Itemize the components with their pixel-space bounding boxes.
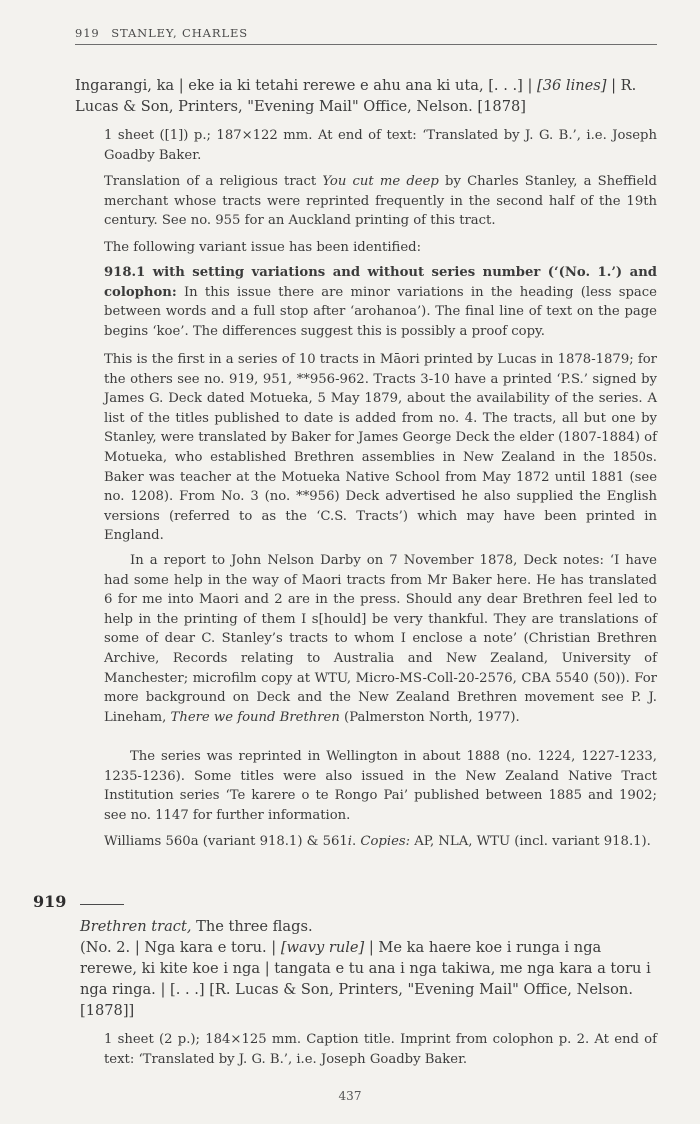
entry-918-series-paragraph: This is the first in a series of 10 tracts in Māori printed by Lucas in 1878-1879; for the others see no. 919, 951, **956-962. Tracts 3-10 have a printed ‘P.S.’ signed by James G. Deck dated Motueka, 5 May 1879, about the availability of the series. A list of the titles published to date is added from no. 4. The tracts, all but one by Stanley, were translated by Baker for James George Deck the elder (1807-1884) of Motueka, who established Brethren assemblies in New Zealand in the 1850s. Baker was teacher at the Motueka Native School from May 1872 until 1881 (see no. 1208). From No. 3 (no. **956) Deck advertised he also supplied the English versions (referred to as the ‘C.S. Tracts’) which may have been printed in England. bbox=[104, 352, 657, 544]
header-entry-ref: 919 bbox=[75, 26, 100, 40]
entry-919-description: 1 sheet (2 p.); 184×125 mm. Caption title. Imprint from colophon p. 2. At end of text: ‘Translated by J. G. B.’, i.e. Joseph Goadby Baker. bbox=[104, 1032, 657, 1067]
entry-919-title: Brethren tract, The three flags. (No. 2. | Nga kara e toru. | [wavy rule] | Me ka haere koe i runga i nga rerewe, ki kite koe i nga | tangata e tu ana i nga takiwa, me nga kara a toru i nga ringa. | [. . .] [R. Lucas & Son, Printers, "Evening Mail" Office, Nelson. [1878]] bbox=[80, 918, 651, 1019]
entry-918-references: Williams 560a (variant 918.1) & 561i. Copies: AP, NLA, WTU (incl. variant 918.1). bbox=[104, 834, 651, 849]
running-header bbox=[75, 26, 657, 45]
page-number: 437 bbox=[338, 1089, 362, 1103]
entry-918-title: Ingarangi, ka | eke ia ki tetahi rerewe e ahu ana ki uta, [. . .] | [36 lines] | R. Lucas & Son, Printers, "Evening Mail" Office, Nelson. [1878] bbox=[75, 77, 637, 115]
entry-919-number: 919 bbox=[33, 892, 67, 911]
author-repeat-rule bbox=[80, 904, 124, 905]
entry-918-note-variant-intro: The following variant issue has been identified: bbox=[104, 240, 422, 255]
entry-918-darby-paragraph: In a report to John Nelson Darby on 7 November 1878, Deck notes: ‘I have had some help in the way of Maori tracts from Mr Baker here. He has translated 6 for me into Maori and 2 are in the press. Should any dear Brethren feel led to help in the printing of them I s[hould] be very thankful. They are translations of some of dear C. Stanley’s tracts to whom I enclose a note’ (Christian Brethren Archive, Records relating to Australia and New Zealand, University of Manchester; microfilm copy at WTU, Micro-MS-Coll-20-2576, CBA 5540 (50)). For more background on Deck and the New Zealand Brethren movement see P. J. Lineham, There we found Brethren (Palmerston North, 1977). bbox=[104, 553, 657, 725]
header-title: STANLEY, CHARLES bbox=[111, 26, 249, 40]
entry-918-description: 1 sheet ([1]) p.; 187×122 mm. At end of text: ‘Translated by J. G. B.’, i.e. Joseph Goadby Baker. bbox=[104, 128, 657, 163]
copies-label: Copies: bbox=[360, 834, 411, 849]
entry-918-note-translation: Translation of a religious tract You cut me deep by Charles Stanley, a Sheffield merchant whose tracts were reprinted frequently in the second half of the 19th century. See no. 955 for an Auckland printing of this tract. bbox=[104, 174, 657, 229]
entry-918-reprint-paragraph: The series was reprinted in Wellington in about 1888 (no. 1224, 1227-1233, 1235-1236). Some titles were also issued in the New Zealand Native Tract Institution series ‘Te karere o te Rongo Pai’ published between 1885 and 1902; see no. 1147 for further information. bbox=[104, 749, 657, 823]
entry-918-variant-918-1: 918.1 with setting variations and without series number (‘(No. 1.’) and colophon: In this issue there are minor variations in the heading (less space between words and a full stop after ‘arohanoa’). The final line of text on the page begins ‘koe’. The differences suggest this is possibly a proof copy. bbox=[104, 265, 657, 339]
